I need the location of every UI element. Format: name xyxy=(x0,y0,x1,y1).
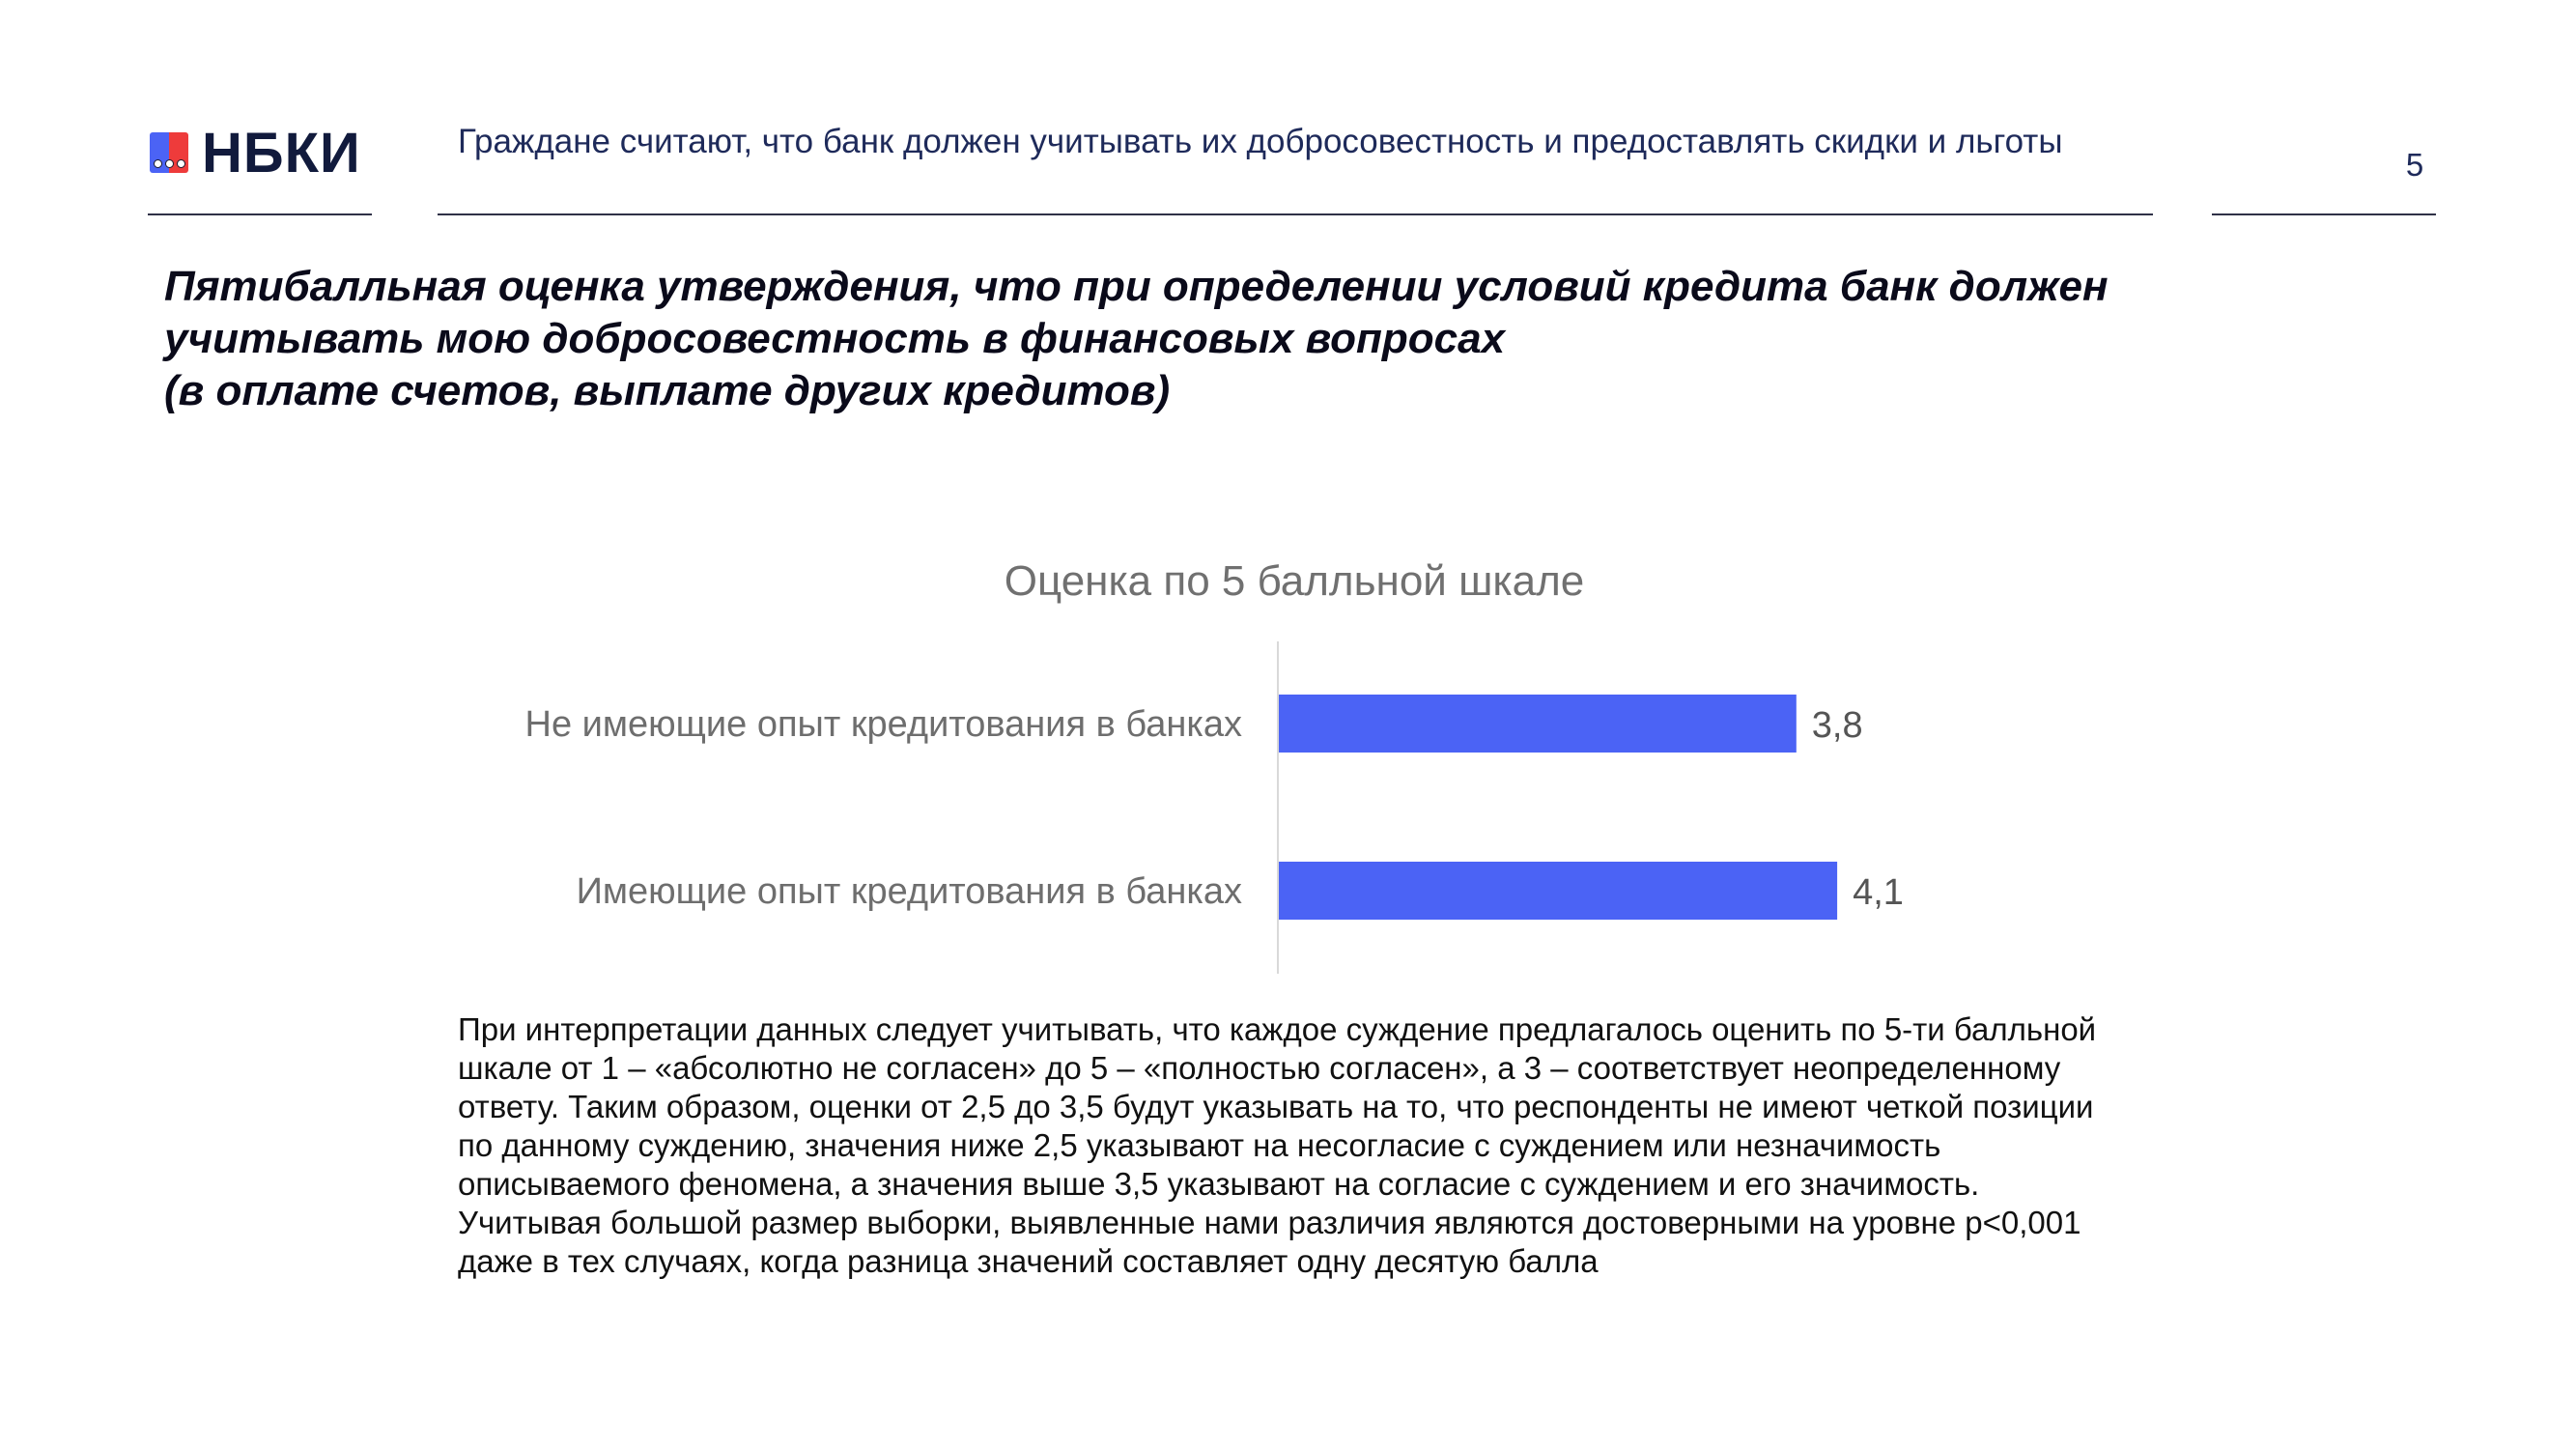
bar xyxy=(1279,695,1797,753)
page-number: 5 xyxy=(2405,147,2424,183)
slide-title-line-3: (в оплате счетов, выплате других кредитов) xyxy=(164,367,1171,414)
category-label: Не имеющие опыт кредитования в банках xyxy=(524,704,1242,745)
slide-title-line-2: учитывать мою добросовестность в финансовых вопросах xyxy=(164,315,1506,362)
bar xyxy=(1279,862,1837,920)
data-label: 4,1 xyxy=(1853,872,1904,913)
interpretation-note: При интерпретации данных следует учитывать, что каждое суждение предлагалось оценить по 5-ти балльной шкале от 1 – «абсолютно не согласен» до 5 – «полностью согласен», а 3 – соответствует неопределенному ответу. Таким образом, оценки от 2,5 до 3,5 будут указывать на то, что респонденты не имеют четкой позиции по данному суждению, значения ниже 2,5 указывают на несогласие с суждением или незначимость описываемого феномена, а значения выше 3,5 указывают на согласие с суждением и его значимость. Учитывая большой размер выборки, выявленные нами различия являются достоверными на уровне p<0,001 даже в тех случаях, когда разница значений составляет одну десятую балла xyxy=(458,1011,2097,1279)
chart-title: Оценка по 5 балльной шкале xyxy=(1004,557,1585,605)
data-label: 3,8 xyxy=(1811,705,1863,746)
logo-text: НБКИ xyxy=(202,121,361,185)
page-header-title: Граждане считают, что банк должен учитывать их добросовестность и предоставлять скидки и льготы xyxy=(458,123,2063,160)
slide-title-line-1: Пятибалльная оценка утверждения, что при определении условий кредита банк должен xyxy=(164,263,2109,310)
category-label: Имеющие опыт кредитования в банках xyxy=(576,871,1242,912)
